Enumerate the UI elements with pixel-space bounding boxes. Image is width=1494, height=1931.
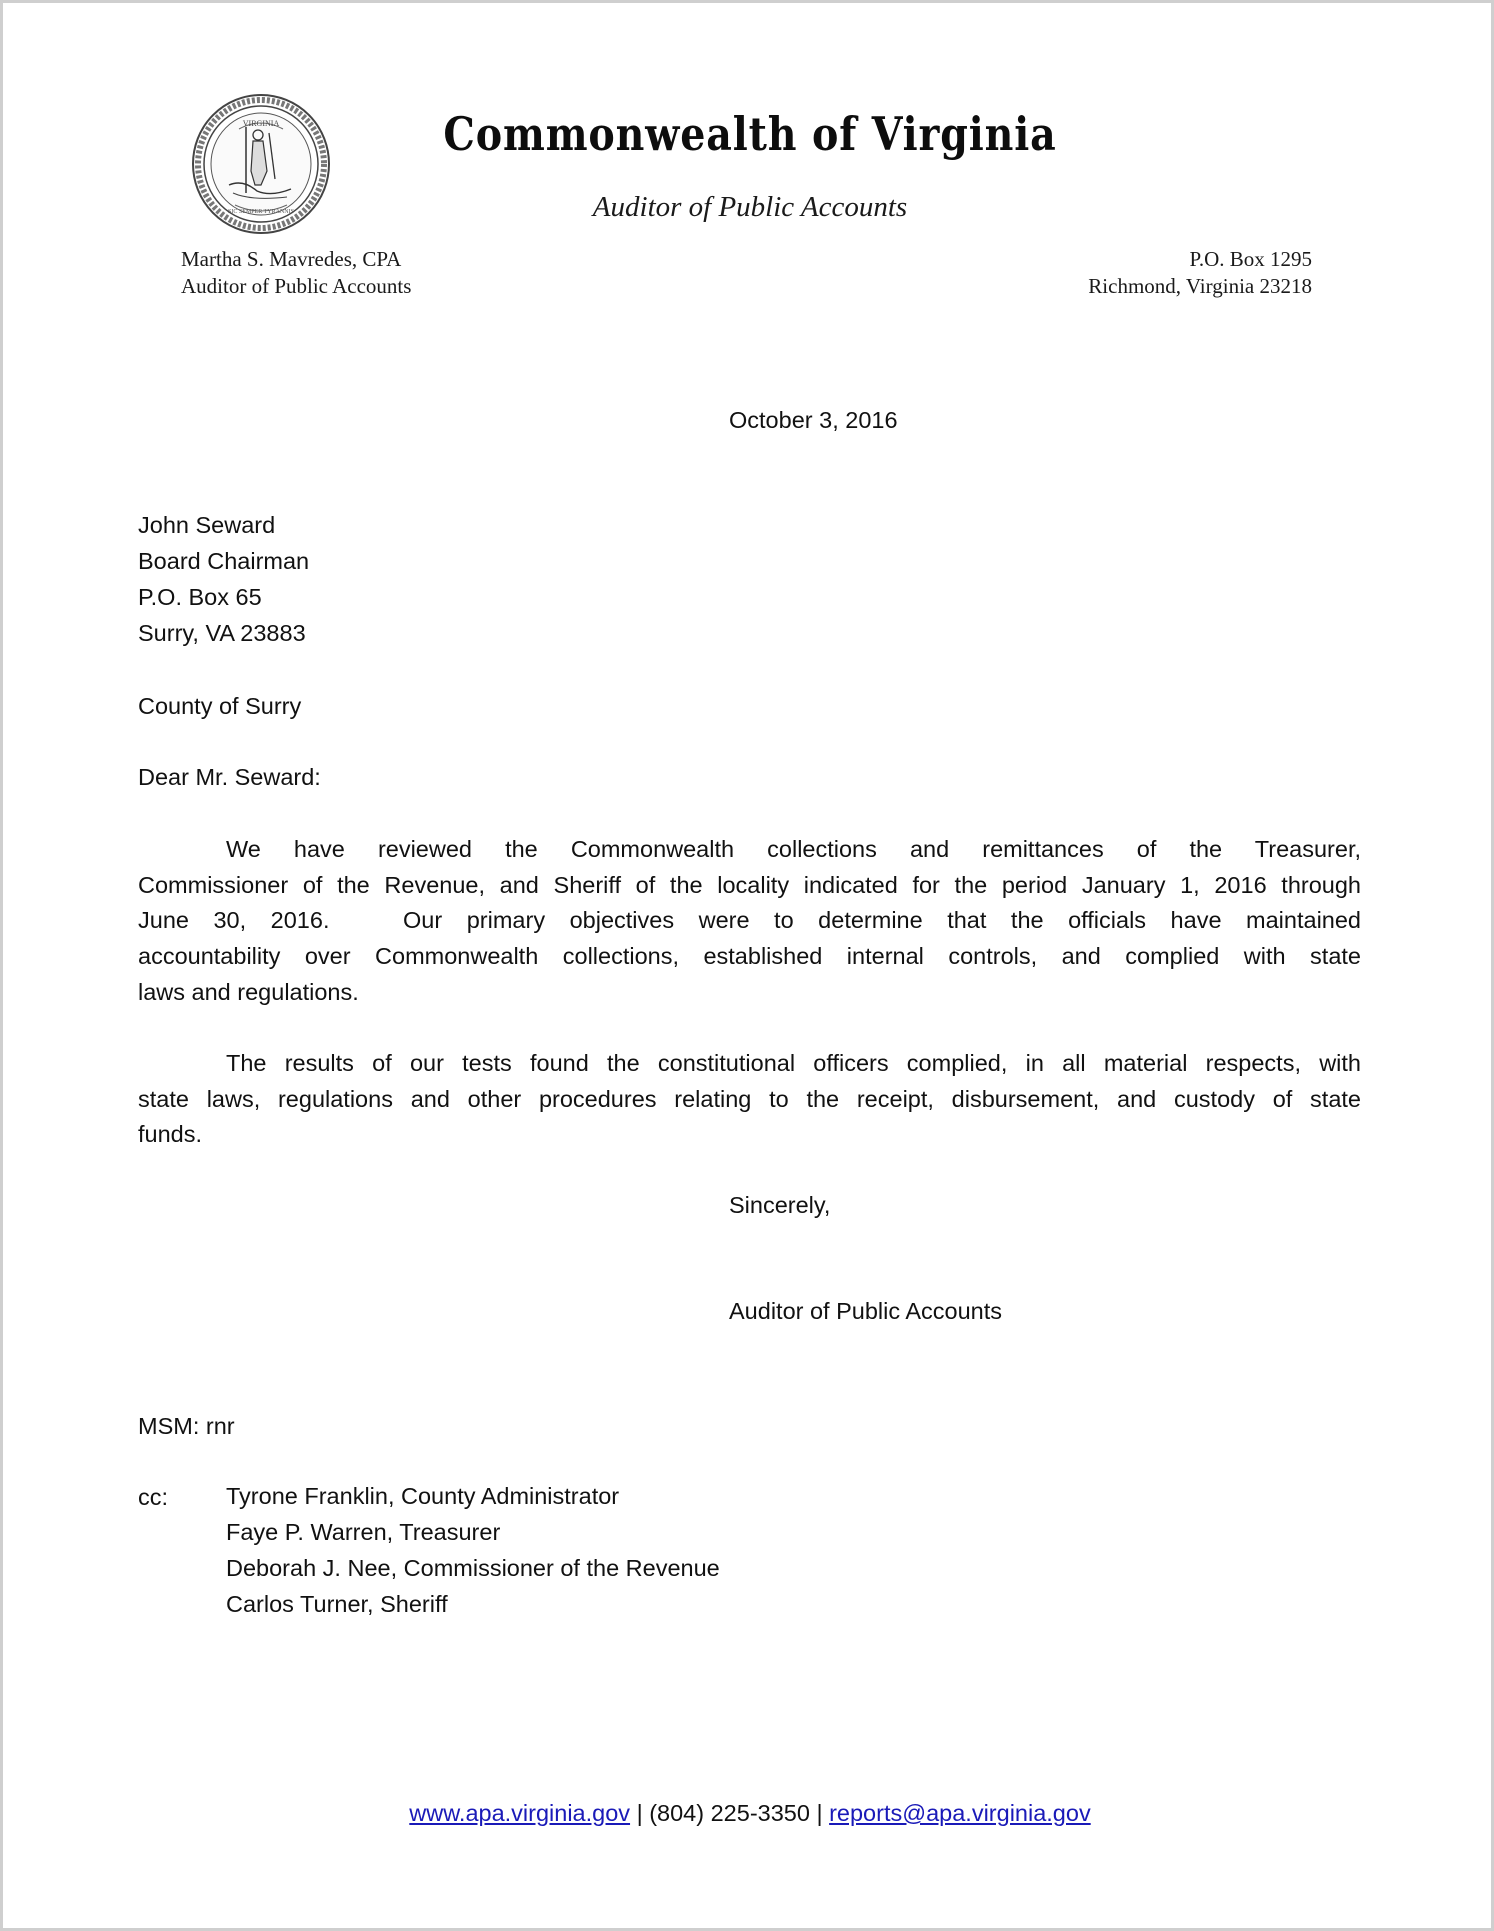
office-address-block (1088, 246, 1312, 300)
recipient-city: Surry, VA 23883 (138, 620, 306, 646)
paragraph-line: accountability over Commonwealth collections, established internal controls, and complied with state (138, 943, 1361, 969)
footer-separator: | (636, 1800, 643, 1826)
auditor-name: Martha S. Mavredes, CPA (181, 247, 402, 271)
office-po-box: P.O. Box 1295 (1189, 247, 1312, 271)
email-link[interactable]: reports@apa.virginia.gov (829, 1800, 1091, 1826)
paragraph-line: June 30, 2016. Our primary objectives were to determine that the officials have maintained (138, 907, 1361, 933)
paragraph-line: state laws, regulations and other procedures relating to the receipt, disbursement, and custody of state (138, 1086, 1361, 1112)
letterhead-subtitle: Auditor of Public Accounts (592, 191, 908, 223)
cc-list (226, 1478, 720, 1622)
cc-name: Carlos Turner, Sheriff (226, 1591, 448, 1617)
cc-name: Deborah J. Nee, Commissioner of the Revenue (226, 1555, 720, 1581)
paragraph-line: We have reviewed the Commonwealth collections and remittances of the Treasurer, (226, 836, 1361, 862)
recipient-title: Board Chairman (138, 548, 310, 574)
svg-text:VIRGINIA: VIRGINIA (242, 119, 280, 128)
salutation: Dear Mr. Seward: (138, 764, 321, 790)
auditor-name-block (181, 246, 411, 300)
paragraph-line: Commissioner of the Revenue, and Sheriff of the locality indicated for the period January 1, 2016 through (138, 872, 1361, 898)
signature: Auditor of Public Accounts (729, 1298, 1003, 1324)
phone-number: (804) 225-3350 (649, 1800, 810, 1826)
letter-date: October 3, 2016 (729, 407, 898, 433)
paragraph-line: laws and regulations. (138, 979, 359, 1005)
footer-separator: | (816, 1800, 823, 1826)
recipient-po-box: P.O. Box 65 (138, 584, 262, 610)
svg-text:SIC SEMPER TYRANNIS: SIC SEMPER TYRANNIS (228, 209, 294, 215)
office-city: Richmond, Virginia 23218 (1088, 274, 1312, 298)
letterhead-title: Commonwealth of Virginia (443, 107, 1057, 161)
footer-contact (3, 1800, 1494, 1827)
paragraph-line: funds. (138, 1121, 203, 1147)
cc-label: cc: (138, 1484, 169, 1510)
paragraph-line: The results of our tests found the constitutional officers complied, in all material respects, with (226, 1050, 1361, 1076)
recipient-address (138, 507, 309, 651)
reference-initials: MSM: rnr (138, 1413, 235, 1439)
recipient-name: John Seward (138, 512, 276, 538)
locality: County of Surry (138, 693, 302, 719)
auditor-title: Auditor of Public Accounts (181, 274, 412, 298)
closing: Sincerely, (729, 1192, 831, 1218)
website-link[interactable]: www.apa.virginia.gov (409, 1800, 631, 1826)
cc-name: Faye P. Warren, Treasurer (226, 1519, 501, 1545)
cc-name: Tyrone Franklin, County Administrator (226, 1483, 620, 1509)
